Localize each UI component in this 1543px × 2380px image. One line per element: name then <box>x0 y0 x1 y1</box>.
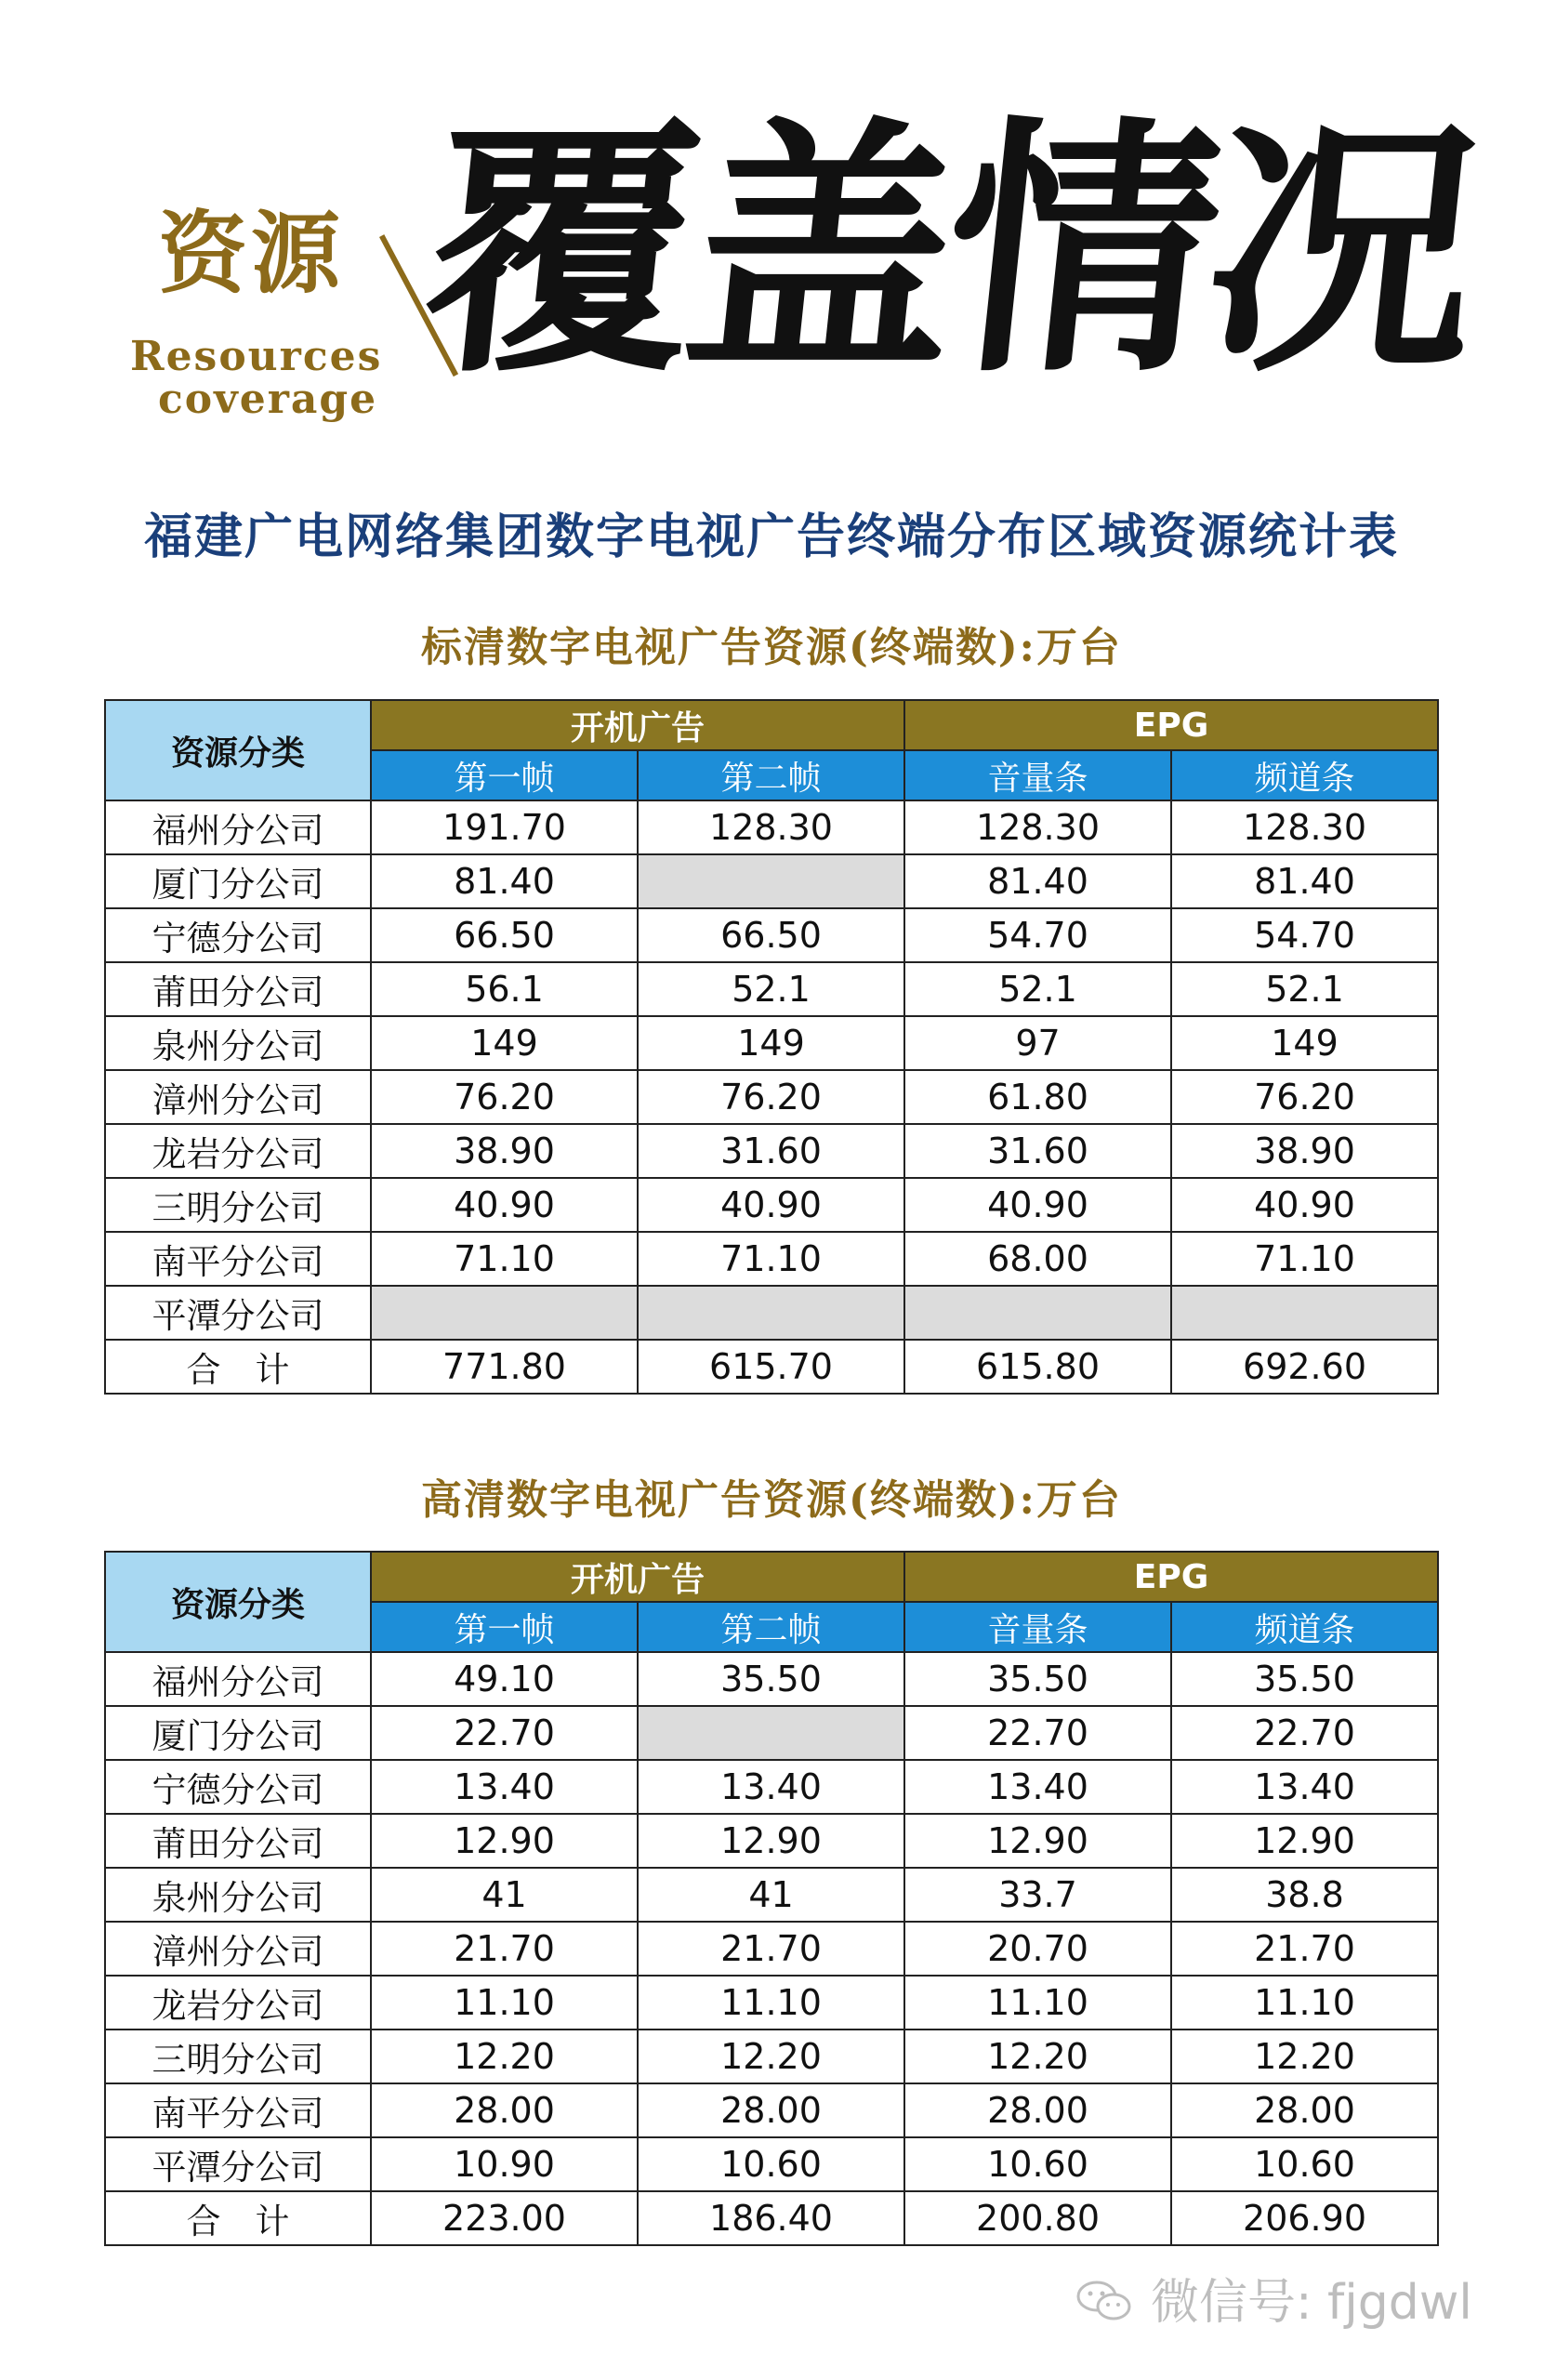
total-cell: 186.40 <box>638 2191 904 2245</box>
total-cell: 692.60 <box>1171 1340 1438 1394</box>
value-cell: 22.70 <box>371 1706 638 1760</box>
table-row <box>105 1760 1438 1814</box>
value-cell: 12.90 <box>904 1814 1171 1868</box>
branch-name: 厦门分公司 <box>105 854 371 908</box>
column-header: 音量条 <box>904 1602 1171 1652</box>
column-header: 频道条 <box>1171 750 1438 800</box>
value-cell: 21.70 <box>1171 1922 1438 1976</box>
total-cell: 206.90 <box>1171 2191 1438 2245</box>
value-cell: 66.50 <box>638 908 904 962</box>
value-cell: 191.70 <box>371 800 638 854</box>
table-row <box>105 1868 1438 1922</box>
value-cell: 76.20 <box>638 1070 904 1124</box>
value-cell: 40.90 <box>371 1178 638 1232</box>
value-cell: 12.20 <box>371 2030 638 2083</box>
value-cell: 40.90 <box>904 1178 1171 1232</box>
branch-name: 南平分公司 <box>105 2083 371 2137</box>
branch-name: 福州分公司 <box>105 1652 371 1706</box>
value-cell: 13.40 <box>1171 1760 1438 1814</box>
branch-name: 龙岩分公司 <box>105 1124 371 1178</box>
value-cell: 31.60 <box>904 1124 1171 1178</box>
value-cell: 33.7 <box>904 1868 1171 1922</box>
total-cell: 223.00 <box>371 2191 638 2245</box>
branch-name: 平潭分公司 <box>105 1286 371 1340</box>
value-cell: 56.1 <box>371 962 638 1016</box>
wechat-icon <box>1076 2280 1132 2322</box>
total-cell: 615.70 <box>638 1340 904 1394</box>
value-cell: 11.10 <box>371 1976 638 2030</box>
category-header: 资源分类 <box>105 700 371 800</box>
value-cell: 71.10 <box>638 1232 904 1286</box>
branch-name: 厦门分公司 <box>105 1706 371 1760</box>
table-row <box>105 1652 1438 1706</box>
group-header-epg: EPG <box>904 1552 1438 1602</box>
value-cell: 149 <box>371 1016 638 1070</box>
branch-name: 漳州分公司 <box>105 1070 371 1124</box>
value-cell: 128.30 <box>904 800 1171 854</box>
value-cell: 128.30 <box>638 800 904 854</box>
group-header-startup-ad: 开机广告 <box>371 700 904 750</box>
header-english-line1: Resources <box>130 333 383 380</box>
value-cell: 12.90 <box>638 1814 904 1868</box>
value-cell <box>638 1286 904 1340</box>
table-row <box>105 1922 1438 1976</box>
value-cell: 35.50 <box>638 1652 904 1706</box>
value-cell: 12.90 <box>371 1814 638 1868</box>
table-row <box>105 1178 1438 1232</box>
value-cell <box>638 854 904 908</box>
value-cell: 28.00 <box>638 2083 904 2137</box>
value-cell: 128.30 <box>1171 800 1438 854</box>
branch-name: 宁德分公司 <box>105 1760 371 1814</box>
total-label: 合 计 <box>105 1340 371 1394</box>
value-cell: 31.60 <box>638 1124 904 1178</box>
value-cell: 22.70 <box>904 1706 1171 1760</box>
value-cell: 81.40 <box>1171 854 1438 908</box>
table-row <box>105 2137 1438 2191</box>
column-header: 第一帧 <box>371 750 638 800</box>
table-row <box>105 1070 1438 1124</box>
value-cell: 28.00 <box>1171 2083 1438 2137</box>
column-header: 第二帧 <box>638 1602 904 1652</box>
header-gold-title: 资源 <box>158 201 344 306</box>
value-cell: 68.00 <box>904 1232 1171 1286</box>
value-cell: 10.60 <box>638 2137 904 2191</box>
table-row <box>105 1706 1438 1760</box>
table-row <box>105 800 1438 854</box>
value-cell: 13.40 <box>371 1760 638 1814</box>
value-cell <box>1171 1286 1438 1340</box>
branch-name: 漳州分公司 <box>105 1922 371 1976</box>
value-cell: 12.20 <box>904 2030 1171 2083</box>
header-calligraphy-title: 覆盖情况 <box>411 93 1485 409</box>
value-cell: 12.20 <box>638 2030 904 2083</box>
hd-resource-table <box>104 1551 1439 2246</box>
value-cell: 81.40 <box>904 854 1171 908</box>
value-cell: 41 <box>638 1868 904 1922</box>
category-header: 资源分类 <box>105 1552 371 1652</box>
total-cell: 771.80 <box>371 1340 638 1394</box>
branch-name: 三明分公司 <box>105 2030 371 2083</box>
value-cell: 40.90 <box>1171 1178 1438 1232</box>
branch-name: 莆田分公司 <box>105 962 371 1016</box>
sd-table-title: 标清数字电视广告资源(终端数):万台 <box>421 624 1122 671</box>
table-row <box>105 1976 1438 2030</box>
value-cell: 38.90 <box>371 1124 638 1178</box>
hd-table-title: 高清数字电视广告资源(终端数):万台 <box>421 1476 1122 1524</box>
value-cell: 35.50 <box>904 1652 1171 1706</box>
sd-resource-table <box>104 699 1439 1395</box>
total-row <box>105 2191 1438 2245</box>
column-header: 第二帧 <box>638 750 904 800</box>
value-cell: 13.40 <box>638 1760 904 1814</box>
value-cell <box>904 1286 1171 1340</box>
value-cell: 10.90 <box>371 2137 638 2191</box>
total-label: 合 计 <box>105 2191 371 2245</box>
value-cell: 61.80 <box>904 1070 1171 1124</box>
table-row <box>105 1232 1438 1286</box>
column-header: 频道条 <box>1171 1602 1438 1652</box>
value-cell: 10.60 <box>1171 2137 1438 2191</box>
table-row <box>105 2083 1438 2137</box>
value-cell: 35.50 <box>1171 1652 1438 1706</box>
page-title: 福建广电网络集团数字电视广告终端分布区域资源统计表 <box>143 509 1399 565</box>
table-row <box>105 908 1438 962</box>
value-cell: 11.10 <box>1171 1976 1438 2030</box>
table-row <box>105 1124 1438 1178</box>
value-cell: 28.00 <box>371 2083 638 2137</box>
value-cell: 12.90 <box>1171 1814 1438 1868</box>
branch-name: 莆田分公司 <box>105 1814 371 1868</box>
value-cell: 54.70 <box>1171 908 1438 962</box>
branch-name: 南平分公司 <box>105 1232 371 1286</box>
header-english-line2: coverage <box>158 376 378 423</box>
value-cell: 49.10 <box>371 1652 638 1706</box>
page-header <box>0 0 1543 465</box>
branch-name: 宁德分公司 <box>105 908 371 962</box>
table-row <box>105 2030 1438 2083</box>
branch-name: 福州分公司 <box>105 800 371 854</box>
value-cell: 54.70 <box>904 908 1171 962</box>
value-cell: 71.10 <box>1171 1232 1438 1286</box>
total-cell: 200.80 <box>904 2191 1171 2245</box>
value-cell: 149 <box>638 1016 904 1070</box>
table-row <box>105 962 1438 1016</box>
total-row <box>105 1340 1438 1394</box>
value-cell: 40.90 <box>638 1178 904 1232</box>
watermark <box>1076 2270 1513 2335</box>
value-cell: 28.00 <box>904 2083 1171 2137</box>
value-cell <box>638 1706 904 1760</box>
branch-name: 三明分公司 <box>105 1178 371 1232</box>
value-cell: 41 <box>371 1868 638 1922</box>
group-header-startup-ad: 开机广告 <box>371 1552 904 1602</box>
column-header: 音量条 <box>904 750 1171 800</box>
value-cell: 81.40 <box>371 854 638 908</box>
group-header-epg: EPG <box>904 700 1438 750</box>
value-cell: 76.20 <box>1171 1070 1438 1124</box>
branch-name: 龙岩分公司 <box>105 1976 371 2030</box>
table-row <box>105 854 1438 908</box>
value-cell: 52.1 <box>904 962 1171 1016</box>
value-cell: 149 <box>1171 1016 1438 1070</box>
value-cell <box>371 1286 638 1340</box>
value-cell: 71.10 <box>371 1232 638 1286</box>
table-row <box>105 1814 1438 1868</box>
value-cell: 52.1 <box>1171 962 1438 1016</box>
value-cell: 21.70 <box>371 1922 638 1976</box>
watermark-text: 微信号: fjgdwl <box>1151 2275 1472 2331</box>
value-cell: 97 <box>904 1016 1171 1070</box>
value-cell: 21.70 <box>638 1922 904 1976</box>
branch-name: 泉州分公司 <box>105 1868 371 1922</box>
table-row <box>105 1016 1438 1070</box>
branch-name: 平潭分公司 <box>105 2137 371 2191</box>
total-cell: 615.80 <box>904 1340 1171 1394</box>
value-cell: 38.8 <box>1171 1868 1438 1922</box>
branch-name: 泉州分公司 <box>105 1016 371 1070</box>
value-cell: 12.20 <box>1171 2030 1438 2083</box>
value-cell: 13.40 <box>904 1760 1171 1814</box>
value-cell: 52.1 <box>638 962 904 1016</box>
table-row <box>105 1286 1438 1340</box>
value-cell: 11.10 <box>904 1976 1171 2030</box>
value-cell: 20.70 <box>904 1922 1171 1976</box>
value-cell: 11.10 <box>638 1976 904 2030</box>
value-cell: 66.50 <box>371 908 638 962</box>
column-header: 第一帧 <box>371 1602 638 1652</box>
value-cell: 76.20 <box>371 1070 638 1124</box>
value-cell: 38.90 <box>1171 1124 1438 1178</box>
value-cell: 10.60 <box>904 2137 1171 2191</box>
value-cell: 22.70 <box>1171 1706 1438 1760</box>
